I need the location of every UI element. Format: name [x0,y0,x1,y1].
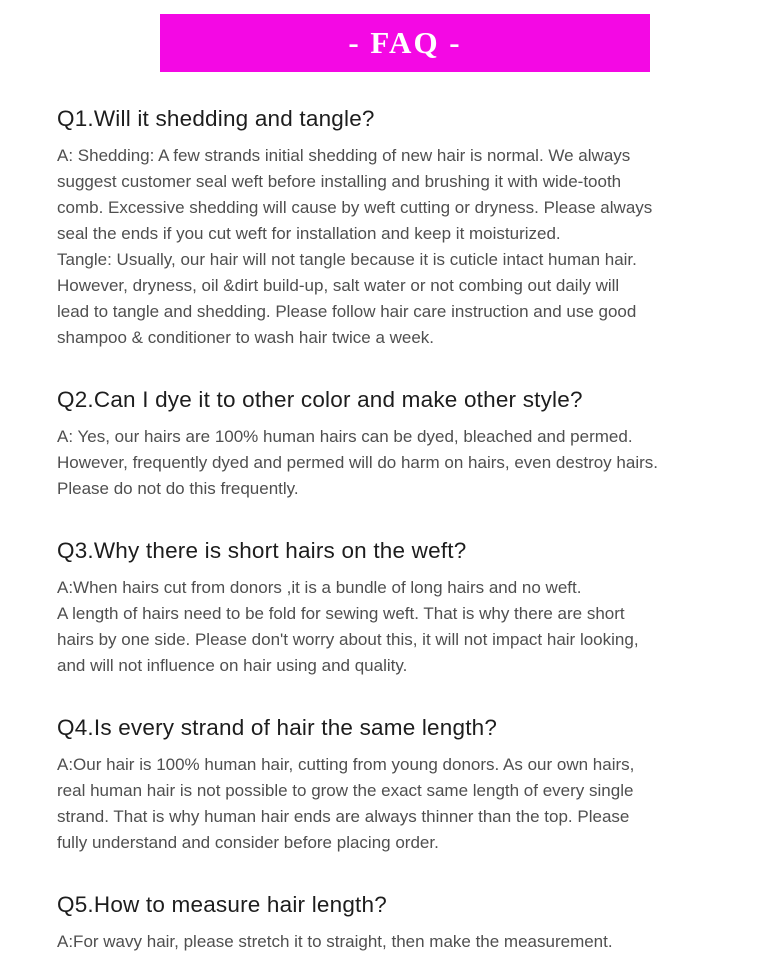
faq-section [57,892,750,955]
answer-line: real human hair is not possible to grow the exact same length of every single [57,781,634,800]
answer-line: hairs by one side. Please don't worry about this, it will not impact hair looking, [57,630,639,649]
answer-line: strand. That is why human hair ends are always thinner than the top. Please [57,807,630,826]
faq-banner [160,14,650,72]
answer-line: A:For wavy hair, please stretch it to straight, then make the measurement. [57,932,613,951]
answer-line: Tangle: Usually, our hair will not tangle because it is cuticle intact human hair. [57,250,637,269]
answer-line: A length of hairs need to be fold for sewing weft. That is why there are short [57,604,625,623]
answer-line: fully understand and consider before placing order. [57,833,439,852]
answer-line: A: Shedding: A few strands initial shedding of new hair is normal. We always [57,146,631,165]
faq-list [0,72,775,955]
answer-line: seal the ends if you cut weft for installation and keep it moisturized. [57,224,561,243]
faq-section [57,538,750,679]
answer-line: However, frequently dyed and permed will do harm on hairs, even destroy hairs. [57,453,658,472]
question-heading: Q4.Is every strand of hair the same length? [57,715,498,740]
answer-line: comb. Excessive shedding will cause by weft cutting or dryness. Please always [57,198,653,217]
answer [57,752,750,856]
answer-line: A:When hairs cut from donors ,it is a bundle of long hairs and no weft. [57,578,582,597]
answer-line: shampoo & conditioner to wash hair twice a week. [57,328,435,347]
question-heading: Q1.Will it shedding and tangle? [57,106,375,131]
answer-line: A:Our hair is 100% human hair, cutting from young donors. As our own hairs, [57,755,635,774]
faq-section [57,387,750,502]
question-heading: Q3.Why there is short hairs on the weft? [57,538,467,563]
question-heading: Q2.Can I dye it to other color and make other style? [57,387,583,412]
answer-line: Please do not do this frequently. [57,479,299,498]
answer [57,929,750,955]
question-heading: Q5.How to measure hair length? [57,892,387,917]
faq-banner-label: - FAQ - [348,25,462,60]
answer-line: suggest customer seal weft before installing and brushing it with wide-tooth [57,172,622,191]
faq-section [57,715,750,856]
answer [57,143,750,351]
answer-line: However, dryness, oil &dirt build-up, salt water or not combing out daily will [57,276,620,295]
faq-section [57,106,750,351]
answer-line: and will not influence on hair using and quality. [57,656,408,675]
answer-line: A: Yes, our hairs are 100% human hairs can be dyed, bleached and permed. [57,427,633,446]
answer [57,424,750,502]
answer-line: lead to tangle and shedding. Please follow hair care instruction and use good [57,302,637,321]
answer [57,575,750,679]
